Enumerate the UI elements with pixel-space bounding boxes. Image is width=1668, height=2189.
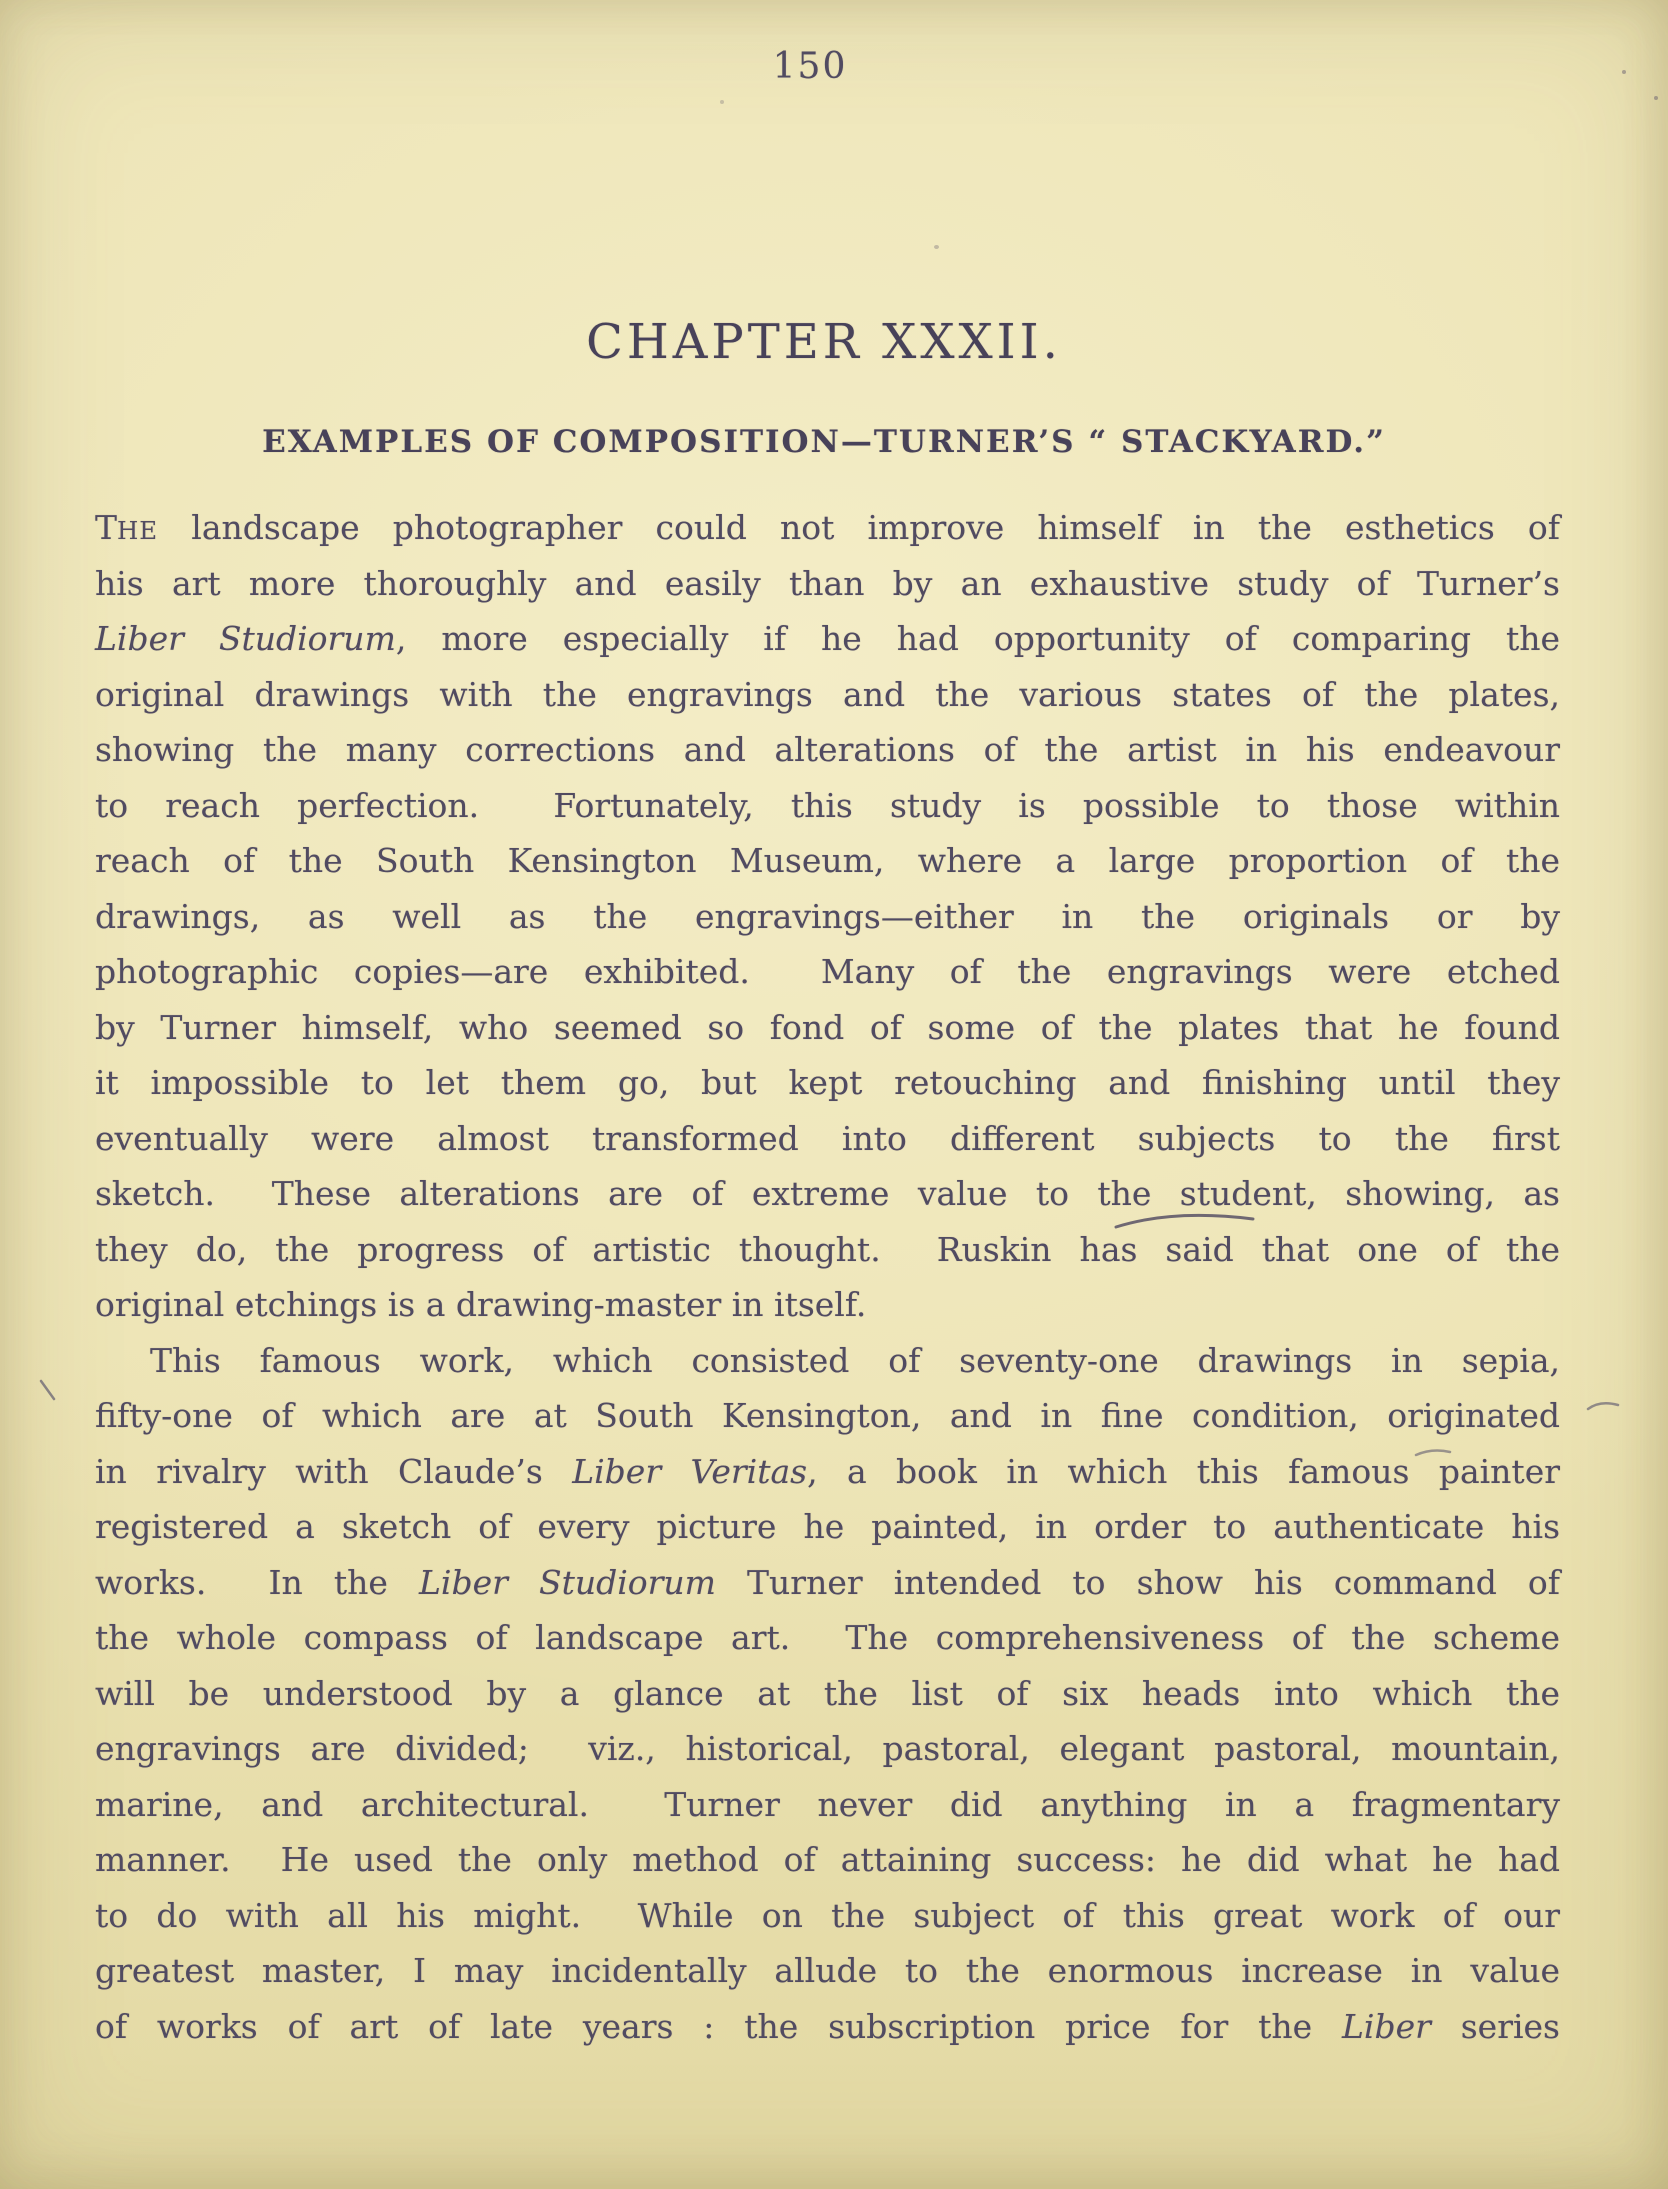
text-line: by Turner himself, who seemed so fond of some of the plates that he found [95,1007,1560,1047]
page-number: 150 [772,46,848,87]
text-line: THE landscape photographer could not improve himself in the esthetics of [95,508,1560,547]
text-line: photographic copies—are exhibited. Many of the engravings were etched [95,952,1560,991]
chapter-heading: CHAPTER XXXII. [586,314,1062,370]
text-line: greatest master, I may incidentally allude to the enormous increase in value [95,1951,1560,1990]
scan-artifact-dot [1622,70,1626,74]
text-line: to reach perfection. Fortunately, this study is possible to those within [95,785,1560,825]
text-line: will be understood by a glance at the list of six heads into which the [95,1673,1560,1713]
text-line: original etchings is a drawing-master in itself. [95,1285,867,1324]
text-line: showing the many corrections and alterations of the artist in his endeavour [95,730,1560,769]
text-line: the whole compass of landscape art. The comprehensiveness of the scheme [95,1618,1560,1657]
text-line: to do with all his might. While on the subject of this great work of our [95,1895,1560,1935]
scan-artifact-dot [934,245,939,249]
text-line: works. In the Liber Studiorum Turner intended to show his command of [95,1562,1560,1602]
text-line: This famous work, which consisted of seventy-one drawings in sepia, [150,1340,1560,1380]
text-line: marine, and architectural. Turner never did anything in a fragmentary [95,1784,1560,1824]
scan-artifact-margin-dash [1586,1398,1622,1416]
body-text [95,500,1560,2054]
text-line: fifty-one of which are at South Kensington, and in fine condition, originated [95,1396,1560,1435]
text-line: his art more thoroughly and easily than by an exhaustive study of Turner’s [95,563,1560,603]
text-line: engravings are divided; viz., historical, pastoral, elegant pastoral, mountain, [95,1729,1560,1768]
text-line: registered a sketch of every picture he painted, in order to authenticate his [95,1507,1560,1546]
text-line: in rivalry with Claude’s Liber Veritas, a book in which this famous painter [95,1451,1560,1491]
chapter-subtitle: EXAMPLES OF COMPOSITION—TURNER’S “ STACKYARD.” [262,424,1386,460]
scan-artifact-dot [1654,96,1658,100]
text-line: drawings, as well as the engravings—either in the originals or by [95,896,1560,936]
text-line: of works of art of late years : the subscription price for the Liber series [95,2006,1560,2046]
scan-artifact-dot [720,100,724,104]
text-line: it impossible to let them go, but kept retouching and finishing until they [95,1063,1560,1102]
text-line: manner. He used the only method of attaining success: he did what he had [95,1840,1560,1879]
text-line: sketch. These alterations are of extreme value to the student, showing, as [95,1174,1560,1213]
text-line: original drawings with the engravings and the various states of the plates, [95,674,1560,714]
text-line: they do, the progress of artistic thought. Ruskin has said that one of the [95,1229,1560,1269]
text-line: Liber Studiorum, more especially if he had opportunity of comparing the [95,619,1560,658]
text-line: eventually were almost transformed into different subjects to the first [95,1118,1560,1158]
scan-artifact-margin-check [38,1378,60,1404]
text-line: reach of the South Kensington Museum, where a large proportion of the [95,841,1560,880]
